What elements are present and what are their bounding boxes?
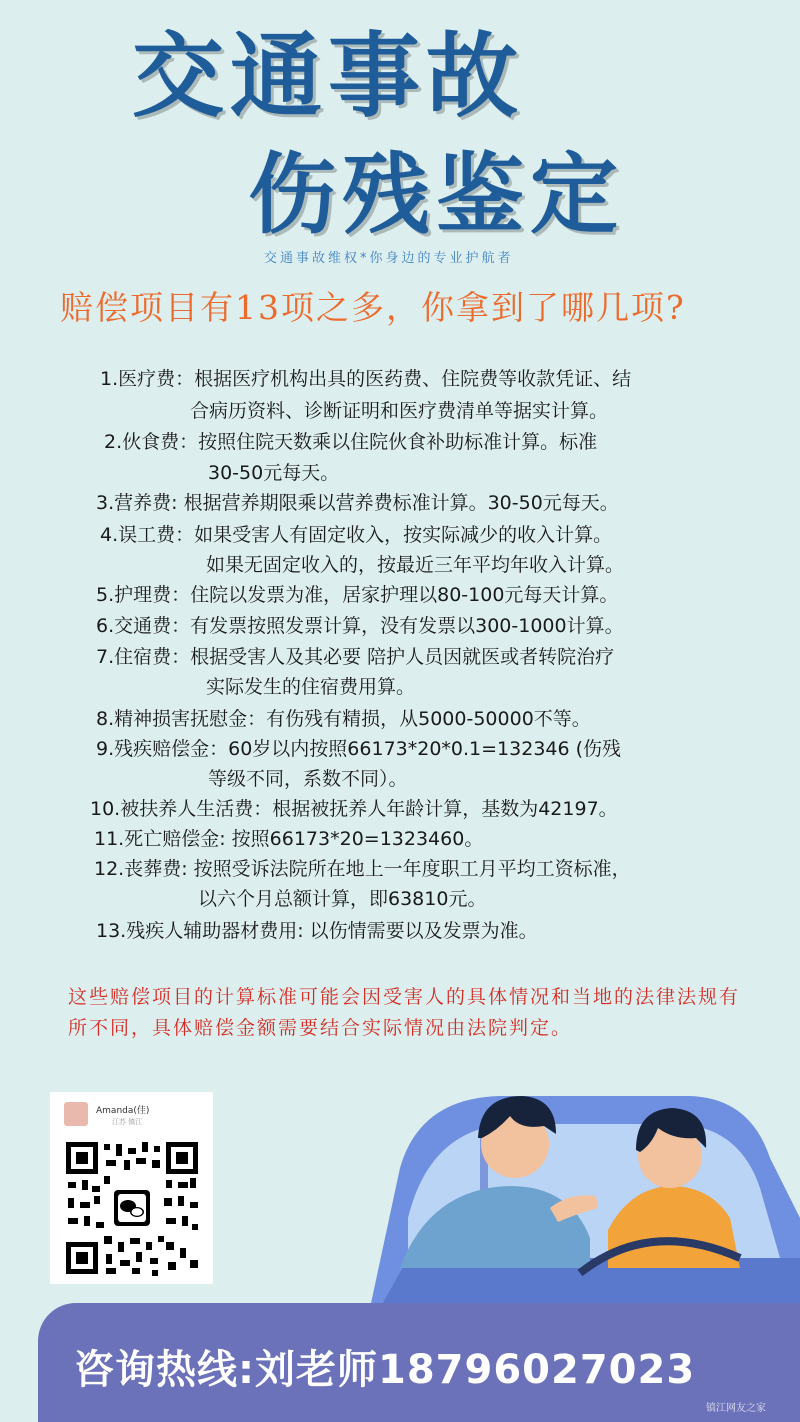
item-6-line-1: 6.交通费：有发票按照发票计算，没有发票以300-1000计算。 <box>96 615 624 637</box>
item-5-line-1: 5.护理费：住院以发票为准，居家护理以80-100元每天计算。 <box>96 584 619 606</box>
item-3-line-1: 3.营养费: 根据营养期限乘以营养费标准计算。30-50元每天。 <box>96 492 619 514</box>
item-4-line-1: 4.误工费：如果受害人有固定收入，按实际减少的收入计算。 <box>100 524 613 546</box>
item-9-line-1: 9.残疾赔偿金：60岁以内按照66173*20*0.1=132346 (伤残 <box>96 738 622 760</box>
title-line-2: 伤残鉴定 <box>248 143 625 246</box>
item-12-line-2: 以六个月总额计算，即63810元。 <box>198 888 487 910</box>
item-1-line-1: 1.医疗费：根据医疗机构出具的医药费、住院费等收款凭证、结 <box>100 368 632 390</box>
item-7-line-1: 7.住宿费：根据受害人及其必要 陪护人员因就医或者转院治疗 <box>96 646 615 668</box>
item-2-line-2: 30-50元每天。 <box>208 462 340 484</box>
title-line-1: 交通事故 <box>132 23 525 130</box>
hotline-text[interactable]: 咨询热线:刘老师18796027023 <box>74 1347 696 1393</box>
qr-contact-location: 江苏 镇江 <box>112 1118 143 1126</box>
disclaimer-notice: 这些赔偿项目的计算标准可能会因受害人的具体情况和当地的法律法规有所不同，具体赔偿金额需要结合实际情况由法院判定。 <box>68 986 741 1039</box>
item-8-line-1: 8.精神损害抚慰金：有伤残有精损，从5000-50000不等。 <box>96 708 591 730</box>
headline: 赔偿项目有13项之多，你拿到了哪几项? <box>60 288 686 327</box>
wechat-qr-card <box>50 1092 213 1284</box>
slogan: 交通事故维权*你身边的专业护航者 <box>264 251 514 266</box>
qr-contact-name: Amanda(佳) <box>96 1106 150 1116</box>
item-10-line-1: 10.被扶养人生活费：根据被抚养人年龄计算，基数为42197。 <box>90 798 618 820</box>
item-12-line-1: 12.丧葬费: 按照受诉法院所在地上一年度职工月平均工资标准， <box>94 858 631 880</box>
item-1-line-2: 合病历资料、诊断证明和医疗费清单等据实计算。 <box>190 400 609 422</box>
qr-code-icon <box>62 1138 202 1278</box>
item-13-line-1: 13.残疾人辅助器材费用: 以伤情需要以及发票为准。 <box>96 920 538 942</box>
item-7-line-2: 实际发生的住宿费用算。 <box>206 676 416 698</box>
item-2-line-1: 2.伙食费：按照住院天数乘以住院伙食补助标准计算。标准 <box>104 431 598 453</box>
item-4-line-2: 如果无固定收入的，按最近三年平均年收入计算。 <box>206 554 625 576</box>
car-drivers-illustration <box>360 1068 800 1308</box>
item-11-line-1: 11.死亡赔偿金: 按照66173*20=1323460。 <box>94 828 484 850</box>
item-9-line-2: 等级不同，系数不同）。 <box>208 768 408 790</box>
avatar <box>64 1102 88 1126</box>
site-watermark: 镇江网友之家 <box>706 1403 766 1414</box>
